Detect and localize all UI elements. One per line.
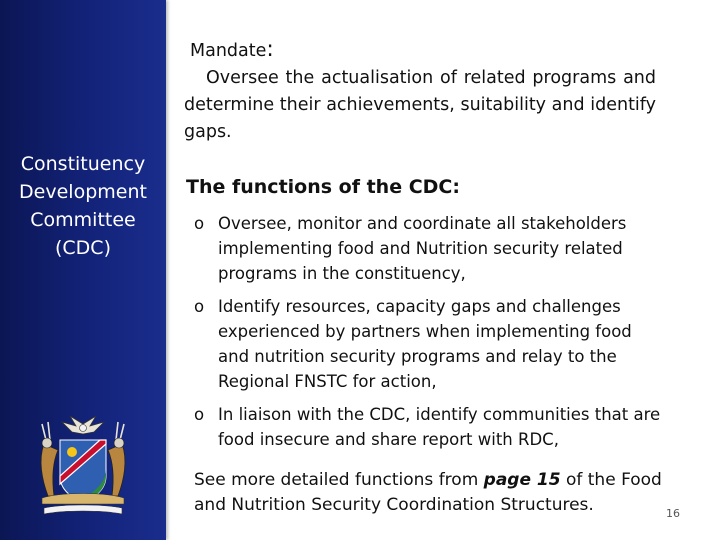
functions-heading: The functions of the CDC: [186,176,460,198]
list-item-text: Identify resources, capacity gaps and challenges experienced by partners when implementing food and nutrition security programs and relay to the Regional FNSTC for action, [218,297,632,391]
mandate-heading-label: Mandate [190,41,267,61]
footer-page-reference: page 15 [483,470,561,490]
footer-text-after: of the Food and Nutrition Security Coordination Structures. [194,470,662,515]
mandate-heading-colon: : [266,37,274,62]
functions-list [194,211,664,460]
list-item-text: Oversee, monitor and coordinate all stakeholders implementing food and Nutrition security related programs in the constituency, [218,214,627,283]
slide-number: 16 [666,507,680,520]
list-item [194,294,664,394]
list-item [194,402,664,452]
bullet-icon: o [194,214,205,233]
mandate-body: Oversee the actualisation of related programs and determine their achievements, suitability and identify gaps. [184,68,656,142]
footer-text-before: See more detailed functions from [194,470,484,490]
mandate-heading [184,36,656,65]
footer-note [194,468,674,518]
namibia-coat-of-arms-icon [28,410,138,520]
mandate-section [184,36,656,146]
bullet-icon: o [194,297,205,316]
bullet-icon: o [194,405,205,424]
list-item [194,211,664,286]
sidebar-title: Constituency Development Committee (CDC) [19,153,147,259]
list-item-text: In liaison with the CDC, identify communities that are food insecure and share report with RDC, [218,405,661,449]
sidebar-panel [0,0,166,540]
